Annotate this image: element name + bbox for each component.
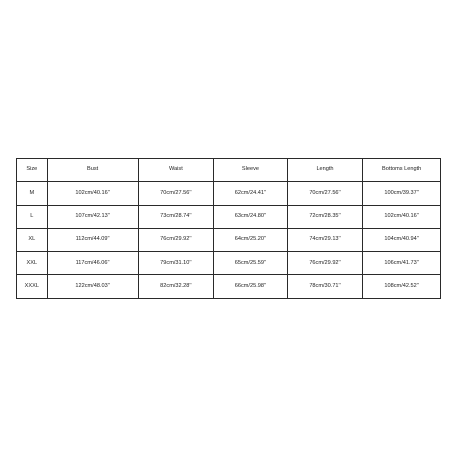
length-cell: 72cm/28.35'' <box>287 205 363 228</box>
bottoms-length-cell: 106cm/41.73'' <box>363 252 441 275</box>
header-row <box>17 159 441 182</box>
bottoms-length-cell: 104cm/40.94'' <box>363 228 441 251</box>
waist-cell: 73cm/28.74'' <box>138 205 214 228</box>
size-cell: M <box>17 182 48 205</box>
size-cell: XXL <box>17 252 48 275</box>
sleeve-cell: 64cm/25.20'' <box>214 228 288 251</box>
sleeve-cell: 62cm/24.41'' <box>214 182 288 205</box>
bust-cell: 102cm/40.16'' <box>47 182 138 205</box>
size-chart-table <box>16 158 441 299</box>
table-row <box>17 252 441 275</box>
bust-cell: 122cm/48.03'' <box>47 275 138 298</box>
bottoms-length-cell: 100cm/39.37'' <box>363 182 441 205</box>
length-cell: 76cm/29.92'' <box>287 252 363 275</box>
sleeve-cell: 65cm/25.59'' <box>214 252 288 275</box>
table-row <box>17 182 441 205</box>
size-cell: XXXL <box>17 275 48 298</box>
length-cell: 78cm/30.71'' <box>287 275 363 298</box>
header-length: Length <box>287 159 363 182</box>
header-waist: Waist <box>138 159 214 182</box>
size-cell: L <box>17 205 48 228</box>
sleeve-cell: 63cm/24.80'' <box>214 205 288 228</box>
bust-cell: 107cm/42.13'' <box>47 205 138 228</box>
bust-cell: 117cm/46.06'' <box>47 252 138 275</box>
table-row <box>17 205 441 228</box>
bottoms-length-cell: 102cm/40.16'' <box>363 205 441 228</box>
table-row <box>17 275 441 298</box>
table-row <box>17 228 441 251</box>
size-cell: XL <box>17 228 48 251</box>
bottoms-length-cell: 108cm/42.52'' <box>363 275 441 298</box>
waist-cell: 70cm/27.56'' <box>138 182 214 205</box>
header-bust: Bust <box>47 159 138 182</box>
waist-cell: 79cm/31.10'' <box>138 252 214 275</box>
length-cell: 70cm/27.56'' <box>287 182 363 205</box>
header-size: Size <box>17 159 48 182</box>
waist-cell: 76cm/29.92'' <box>138 228 214 251</box>
header-sleeve: Sleeve <box>214 159 288 182</box>
waist-cell: 82cm/32.28'' <box>138 275 214 298</box>
sleeve-cell: 66cm/25.98'' <box>214 275 288 298</box>
bust-cell: 112cm/44.09'' <box>47 228 138 251</box>
length-cell: 74cm/29.13'' <box>287 228 363 251</box>
header-bottoms-length: Bottoms Length <box>363 159 441 182</box>
